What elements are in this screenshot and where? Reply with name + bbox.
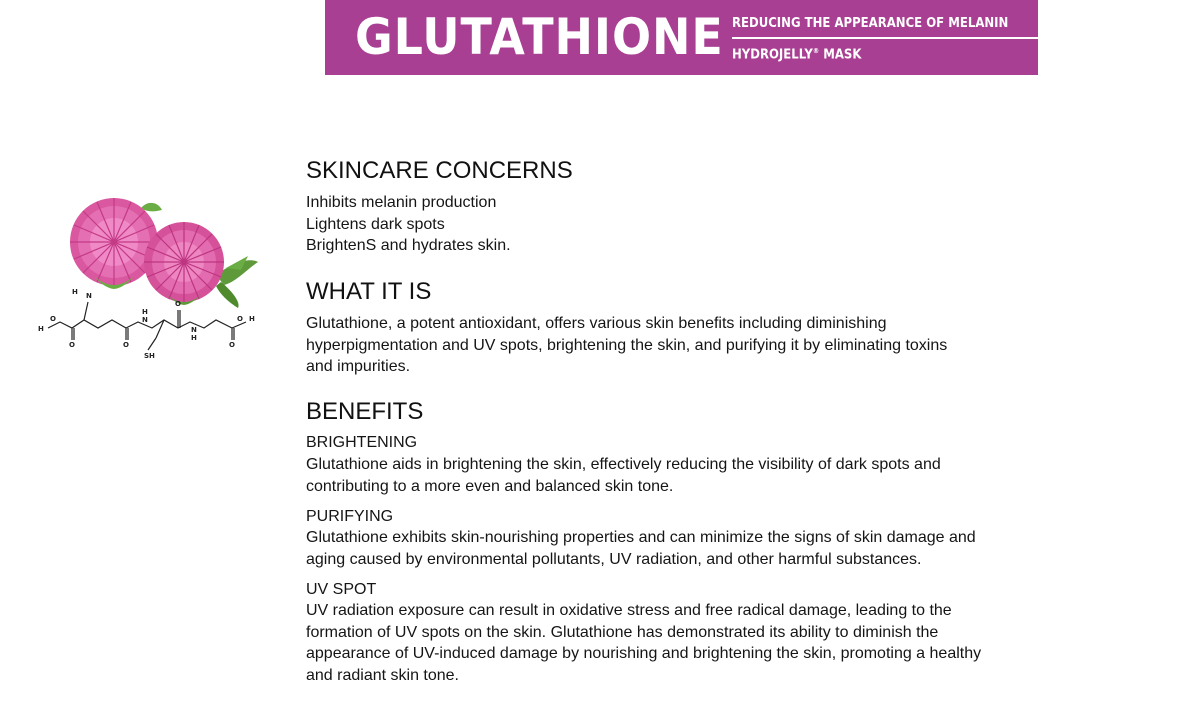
benefit-title-brightening: BRIGHTENING	[306, 434, 418, 451]
svg-text:O: O	[175, 300, 181, 308]
svg-text:H: H	[191, 334, 197, 342]
svg-text:H: H	[249, 315, 255, 323]
svg-text:H: H	[72, 288, 78, 296]
molecule-atom-labels	[38, 288, 255, 360]
svg-text:N: N	[191, 326, 197, 334]
skincare-concern-item: Lightens dark spots	[306, 215, 445, 233]
thistle-molecule-illustration	[36, 190, 266, 380]
benefit-text: appearance of UV-induced damage by nourishing and brightening the skin, promoting a healthy	[306, 645, 982, 662]
benefit-title-purifying: PURIFYING	[306, 508, 394, 525]
what-it-is-heading: WHAT IT IS	[306, 278, 432, 305]
benefits-heading: BENEFITS	[306, 398, 424, 425]
banner-tagline	[732, 0, 1038, 75]
thistle-flower-icon	[70, 198, 258, 308]
svg-text:O: O	[50, 315, 56, 323]
what-it-is-text: and impurities.	[306, 358, 411, 375]
tagline-claim: REDUCING THE APPEARANCE OF MELANIN	[732, 16, 1009, 31]
svg-text:N: N	[86, 292, 92, 300]
skincare-concern-item: BrightenS and hydrates skin.	[306, 237, 511, 254]
benefit-text: UV radiation exposure can result in oxidative stress and free radical damage, leading to the	[306, 602, 952, 619]
tagline-product-type: HYDROJELLY® MASK	[732, 47, 862, 63]
benefit-text: Glutathione aids in brightening the skin, effectively reducing the visibility of dark spots and	[306, 456, 941, 473]
skincare-concerns-heading: SKINCARE CONCERNS	[306, 157, 573, 184]
benefit-text: formation of UV spots on the skin. Glutathione has demonstrated its ability to diminish the	[306, 623, 939, 641]
benefit-title-uv-spot: UV SPOT	[306, 581, 377, 598]
svg-text:SH: SH	[144, 352, 155, 360]
svg-text:N: N	[142, 316, 148, 324]
benefit-text: and radiant skin tone.	[306, 666, 459, 684]
svg-text:O: O	[229, 341, 235, 349]
svg-text:O: O	[123, 341, 129, 349]
svg-text:O: O	[69, 341, 75, 349]
what-it-is-text: Glutathione, a potent antioxidant, offers various skin benefits including diminishing	[306, 315, 887, 332]
svg-text:H: H	[38, 325, 44, 333]
banner-divider	[732, 37, 1038, 39]
svg-text:H: H	[142, 308, 148, 316]
benefit-text: aging caused by environmental pollutants, UV radiation, and other harmful substances.	[306, 550, 922, 568]
skincare-concern-item: Inhibits melanin production	[306, 194, 497, 211]
benefit-text: contributing to a more even and balanced skin tone.	[306, 477, 674, 495]
svg-text:O: O	[237, 315, 243, 323]
benefit-text: Glutathione exhibits skin-nourishing properties and can minimize the signs of skin damage and	[306, 529, 976, 546]
header-banner	[325, 0, 1038, 75]
product-title: GLUTATHIONE	[355, 8, 724, 66]
what-it-is-text: hyperpigmentation and UV spots, brightening the skin, and purifying it by eliminating toxins	[306, 336, 948, 354]
